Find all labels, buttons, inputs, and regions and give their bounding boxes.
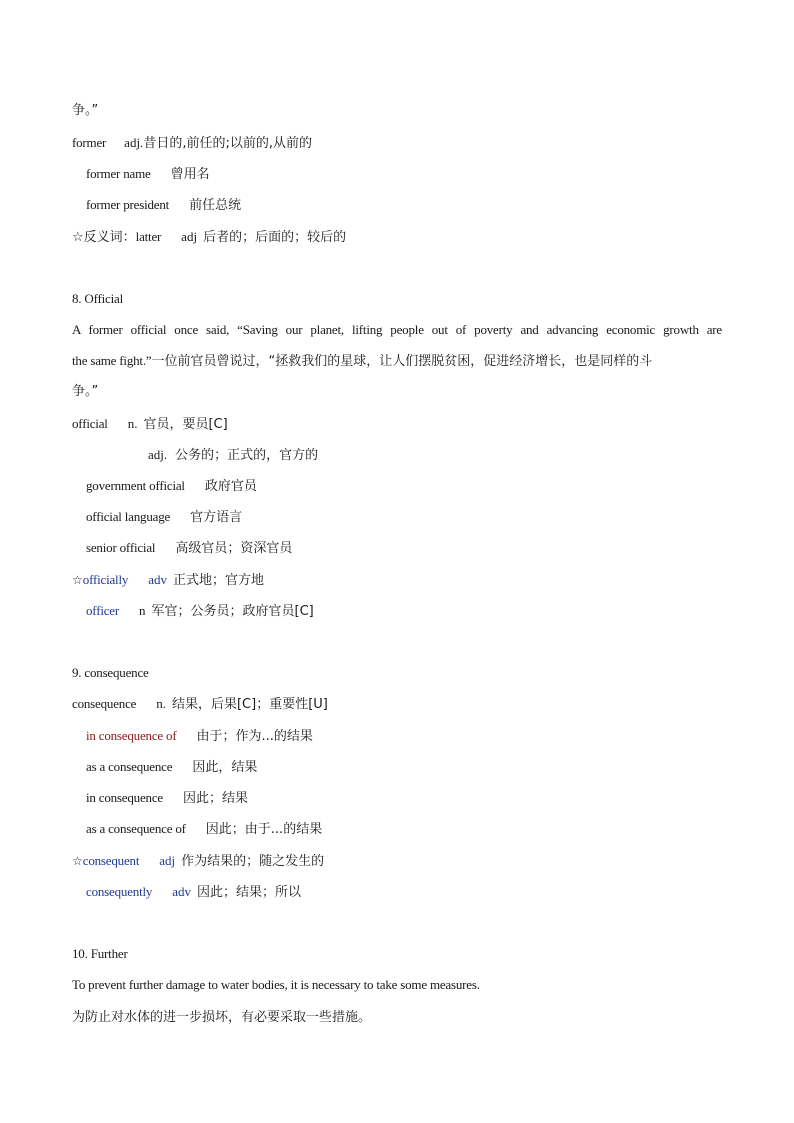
example-line	[72, 321, 722, 339]
section-heading: 9. consequence	[72, 665, 149, 680]
phrase-row	[86, 196, 241, 215]
definition: 昔日的,前任的;以前的,从前的	[143, 136, 312, 151]
headword: official	[72, 416, 108, 431]
entry-former	[72, 134, 312, 153]
part-of-speech: adj	[159, 853, 176, 868]
phrase-cn: 由于；作为...的结果	[196, 729, 313, 744]
definition: 军官；公务员；政府官员[C]	[151, 604, 314, 619]
phrase-en: as a consequence	[86, 759, 173, 774]
phrase-en: former president	[86, 197, 170, 212]
definition: 公务的；正式的，官方的	[175, 448, 319, 463]
phrase-row	[86, 820, 322, 839]
headword: consequence	[72, 696, 137, 711]
phrase-en: as a consequence of	[86, 821, 186, 836]
definition: 正式地；官方地	[172, 573, 264, 588]
phrase-cn: 曾用名	[170, 167, 210, 182]
derived-row	[72, 571, 264, 590]
phrase-row	[86, 789, 248, 808]
antonym-label: ☆反义词：	[72, 230, 136, 245]
phrase-en: in consequence	[86, 790, 163, 805]
definition: 官员，要员[C]	[143, 417, 228, 432]
derived-row	[72, 852, 324, 871]
headword: former	[72, 135, 107, 150]
phrase-en: government official	[86, 478, 185, 493]
phrase-row	[86, 758, 257, 777]
phrase-en: official language	[86, 509, 171, 524]
part-of-speech: adj	[181, 229, 198, 244]
entry-official-adj	[148, 446, 318, 465]
part-of-speech: n.	[127, 416, 138, 431]
definition: 结果，后果[C]；重要性[U]	[171, 697, 328, 712]
phrase-row	[86, 477, 257, 496]
example-cn: 为防止对水体的进一步损坏，有必要采取一些措施。	[72, 1010, 372, 1025]
phrase-row	[86, 539, 292, 558]
example-line: 争。”	[72, 384, 99, 399]
entry-official	[72, 415, 228, 434]
definition: 作为结果的；随之发生的	[181, 854, 325, 869]
part-of-speech: adv	[172, 884, 191, 899]
definition: 后者的；后面的；较后的	[203, 230, 347, 245]
part-of-speech: adv	[148, 572, 167, 587]
entry-consequence	[72, 695, 328, 714]
phrase-en: senior official	[86, 540, 156, 555]
example-en: To prevent further damage to water bodies, it is necessary to take some measures.	[72, 977, 480, 992]
phrase-en: in consequence of	[86, 728, 177, 743]
definition: 因此；结果；所以	[196, 885, 301, 900]
part-of-speech: adj.	[124, 135, 144, 150]
phrase-cn: 前任总统	[189, 198, 242, 213]
example-en: A former official once said, “Saving our planet, lifting people out of poverty and advancing economic growth are	[72, 322, 722, 337]
derived-word: consequent	[82, 853, 140, 868]
derived-row	[86, 883, 301, 902]
derived-word: officer	[86, 603, 120, 618]
phrase-en: former name	[86, 166, 151, 181]
derived-row	[86, 602, 314, 621]
phrase-row	[86, 508, 242, 527]
part-of-speech: n.	[156, 696, 166, 711]
phrase-cn: 高级官员；资深官员	[175, 541, 293, 556]
star-icon: ☆	[72, 854, 83, 868]
example-cn: 一位前官员曾说过，“拯救我们的星球，让人们摆脱贫困，促进经济增长，也是同样的斗	[151, 354, 653, 369]
part-of-speech: adj.	[148, 447, 168, 462]
phrase-row	[86, 727, 313, 746]
phrase-cn: 因此；由于...的结果	[205, 822, 323, 837]
antonym-word: latter	[135, 229, 162, 244]
example-line	[72, 352, 652, 371]
section-heading: 8. Official	[72, 291, 123, 306]
antonym-row	[72, 228, 346, 247]
phrase-row	[86, 165, 210, 184]
phrase-cn: 官方语言	[190, 510, 243, 525]
derived-word: officially	[82, 572, 129, 587]
example-en: the same fight.”	[72, 353, 152, 368]
phrase-cn: 因此，结果	[192, 760, 258, 775]
part-of-speech: n	[139, 603, 146, 618]
phrase-cn: 因此；结果	[182, 791, 248, 806]
phrase-cn: 政府官员	[204, 479, 257, 494]
continued-text: 争。”	[72, 103, 99, 118]
section-heading: 10. Further	[72, 946, 128, 961]
star-icon: ☆	[72, 573, 83, 587]
derived-word: consequently	[86, 884, 153, 899]
